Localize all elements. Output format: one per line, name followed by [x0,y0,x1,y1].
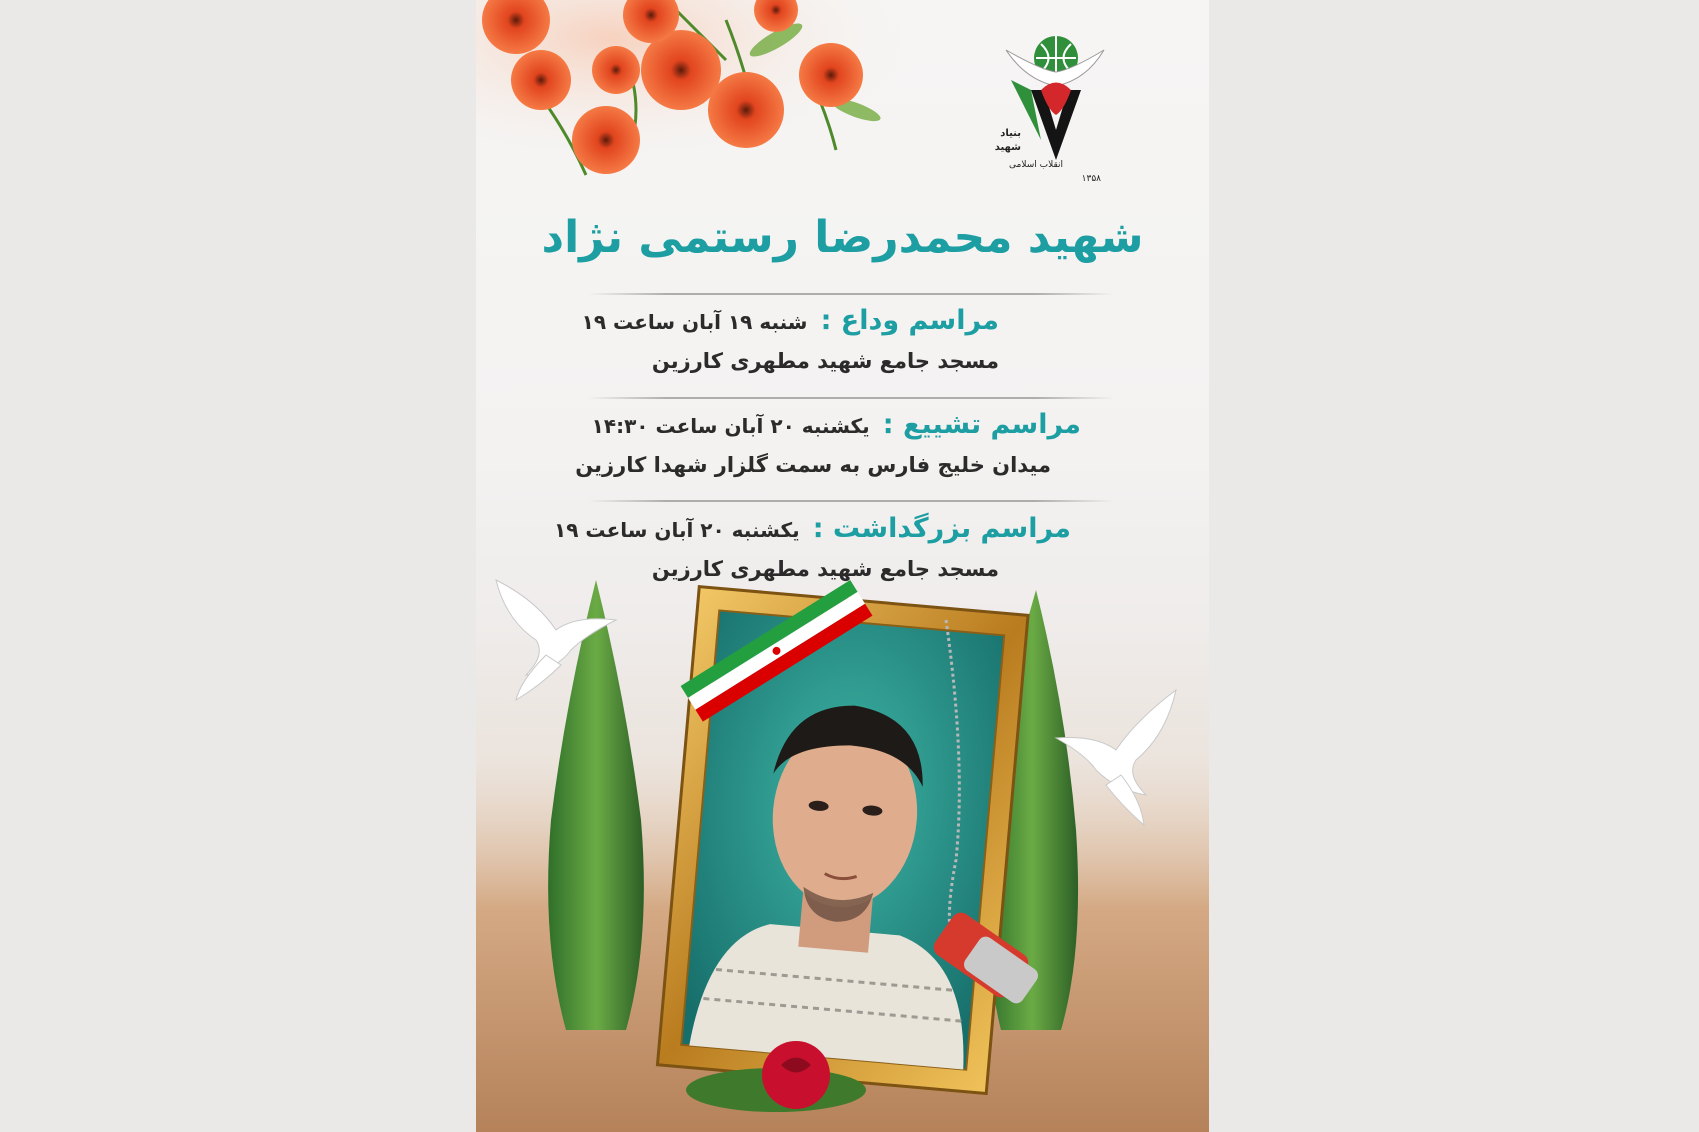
ceremony-funeral-line [592,409,1081,440]
ceremony-memorial-time: یکشنبه ۲۰ آبان ساعت ۱۹ [554,518,800,542]
divider [588,293,1114,295]
ceremony-memorial-place: مسجد جامع شهید مطهری کارزین [651,557,999,581]
ceremony-farewell-line [582,305,999,336]
page-title: شهید محمدرضا رستمی نژاد [541,212,1144,263]
ceremony-memorial-label: مراسم بزرگداشت : [812,513,1071,544]
logo-year: ۱۳۵۸ [1081,174,1101,184]
divider [588,500,1114,502]
ceremony-funeral-time: یکشنبه ۲۰ آبان ساعت ۱۴:۳۰ [591,414,870,438]
logo-name: بنیاد [1000,128,1021,139]
ceremony-farewell-place: مسجد جامع شهید مطهری کارزین [651,349,999,373]
portrait-frame-icon [657,587,1028,1094]
ceremony-funeral-label: مراسم تشییع : [882,409,1081,440]
divider [588,397,1114,399]
logo-name-line2: شهید [994,142,1021,153]
ceremony-funeral-place: میدان خلیج فارس به سمت گلزار شهدا کارزین [575,453,1051,477]
memorial-scene [476,560,1209,1132]
ceremony-memorial-line [554,513,1071,544]
logo-name-line3: انقلاب اسلامی [1009,160,1063,170]
ceremony-farewell-label: مراسم وداع : [820,305,999,336]
martyr-foundation-logo [986,20,1121,184]
ceremony-farewell-time: شنبه ۱۹ آبان ساعت ۱۹ [581,310,808,334]
memorial-poster [476,0,1209,1132]
poppy-flowers-icon [476,0,926,190]
